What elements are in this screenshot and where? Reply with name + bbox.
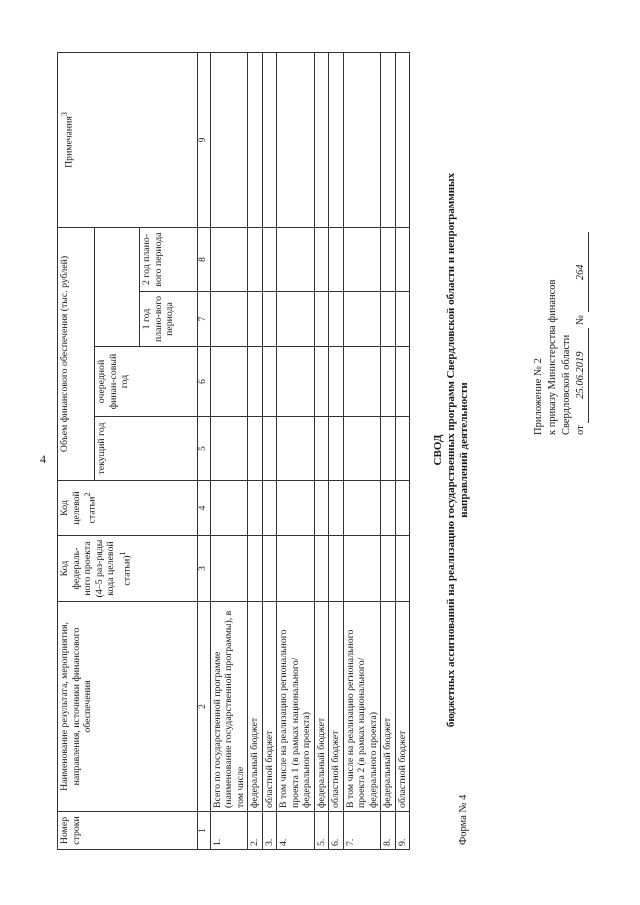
value-cell	[314, 227, 329, 291]
value-cell	[314, 536, 329, 602]
value-cell	[277, 347, 315, 417]
row-number: 5.	[314, 812, 329, 850]
value-cell	[262, 347, 277, 417]
handwritten-number: 264	[574, 232, 589, 312]
table-row	[381, 52, 396, 849]
table-row	[248, 52, 263, 849]
value-cell	[329, 52, 344, 227]
row-number: 8.	[381, 812, 396, 850]
title-line1: СВОД	[432, 434, 444, 466]
col-num-9: 9	[198, 52, 211, 227]
value-cell	[329, 292, 344, 347]
title-line2: бюджетных ассигнований на реализацию государственных программ Свердловской области и непрограммных	[445, 172, 457, 728]
table-row	[329, 52, 344, 849]
header-notes: Примечания$^3$	[58, 52, 198, 227]
value-cell	[343, 227, 381, 291]
table-body	[210, 52, 410, 849]
value-cell	[262, 417, 277, 481]
value-cell	[395, 227, 410, 291]
header-plan-year1: 1 год плано-вого периода	[140, 292, 198, 347]
row-number: 7.	[343, 812, 381, 850]
title-line3: направлений деятельности	[458, 382, 470, 518]
value-cell	[343, 536, 381, 602]
value-cell	[381, 481, 396, 536]
col-num-8: 8	[198, 227, 211, 291]
value-cell	[329, 536, 344, 602]
row-name: федеральный бюджет	[381, 602, 396, 812]
value-cell	[248, 227, 263, 291]
value-cell	[262, 481, 277, 536]
value-cell	[314, 417, 329, 481]
table-row	[262, 52, 277, 849]
value-cell	[395, 52, 410, 227]
value-cell	[329, 481, 344, 536]
value-cell	[210, 292, 248, 347]
row-name: областной бюджет	[395, 602, 410, 812]
value-cell	[381, 52, 396, 227]
value-cell	[343, 481, 381, 536]
value-cell	[381, 347, 396, 417]
value-cell	[262, 292, 277, 347]
table-row	[210, 52, 248, 849]
value-cell	[395, 347, 410, 417]
value-cell	[248, 417, 263, 481]
col-num-4: 4	[198, 481, 211, 536]
value-cell	[314, 52, 329, 227]
header-target-code: Код целевой статьи$^2$	[58, 481, 198, 536]
row-number: 2.	[248, 812, 263, 850]
col-num-5: 5	[198, 417, 211, 481]
value-cell	[395, 292, 410, 347]
page-number: 4	[40, 452, 46, 466]
value-cell	[381, 227, 396, 291]
row-number: 1.	[210, 812, 248, 850]
row-number: 3.	[262, 812, 277, 850]
header-row-number: Номер строки	[58, 812, 198, 850]
appendix-line3: Свердловской области	[561, 334, 572, 435]
row-number: 9.	[395, 812, 410, 850]
value-cell	[248, 292, 263, 347]
header-plan-year2: 2 год плано-вого периода	[140, 227, 198, 291]
appendix-line4	[574, 135, 589, 435]
appendix-line2: к приказу Министерства финансов	[547, 279, 558, 435]
value-cell	[381, 292, 396, 347]
value-cell	[262, 227, 277, 291]
summary-table	[57, 52, 410, 850]
date-prefix: от	[575, 425, 586, 435]
value-cell	[277, 292, 315, 347]
value-cell	[210, 52, 248, 227]
header-next-year: очередной финан-совый год	[95, 347, 198, 417]
value-cell	[343, 52, 381, 227]
row-number: 6.	[329, 812, 344, 850]
value-cell	[262, 536, 277, 602]
value-cell	[381, 536, 396, 602]
col-num-3: 3	[198, 536, 211, 602]
value-cell	[395, 536, 410, 602]
table-row	[343, 52, 381, 849]
col-num-6: 6	[198, 347, 211, 417]
value-cell	[277, 417, 315, 481]
value-cell	[277, 52, 315, 227]
value-cell	[248, 52, 263, 227]
table-row	[314, 52, 329, 849]
row-name: Всего по государственной программе (наименование государственной программы), в том числе	[210, 602, 248, 812]
row-name: федеральный бюджет	[248, 602, 263, 812]
row-number: 4.	[277, 812, 315, 850]
header-federal-project-code: Код федераль-ного проекта (4–5 раз-ряды кода целевой статьи)$^1$	[58, 536, 198, 602]
value-cell	[210, 347, 248, 417]
value-cell	[395, 481, 410, 536]
appendix-line1: Приложение № 2	[533, 358, 544, 435]
row-name: областной бюджет	[329, 602, 344, 812]
value-cell	[314, 347, 329, 417]
value-cell	[329, 347, 344, 417]
value-cell	[395, 417, 410, 481]
value-cell	[329, 227, 344, 291]
row-name: областной бюджет	[262, 602, 277, 812]
header-name: Наименование результата, мероприятия, направления, источники финансового обеспечения	[58, 602, 198, 812]
header-current-year: текущий год	[95, 417, 198, 481]
table-row	[277, 52, 315, 849]
column-number-row	[198, 52, 211, 849]
value-cell	[343, 347, 381, 417]
number-label: №	[575, 315, 586, 326]
value-cell	[262, 52, 277, 227]
header-volume: Объем финансового обеспечения (тыс. рублей)	[58, 227, 95, 480]
value-cell	[248, 347, 263, 417]
value-cell	[277, 227, 315, 291]
handwritten-date: 25.06.2019	[574, 328, 589, 423]
col-num-1: 1	[198, 812, 211, 850]
row-name: В том числе на реализацию регионального проекта 1 (в рамках национального/федерального проекта)	[277, 602, 315, 812]
value-cell	[277, 481, 315, 536]
value-cell	[381, 417, 396, 481]
value-cell	[277, 536, 315, 602]
value-cell	[314, 481, 329, 536]
form-label: Форма № 4	[458, 794, 469, 845]
appendix-block	[532, 135, 589, 435]
value-cell	[210, 417, 248, 481]
document-title	[432, 145, 471, 755]
value-cell	[314, 292, 329, 347]
value-cell	[343, 417, 381, 481]
value-cell	[210, 536, 248, 602]
value-cell	[248, 481, 263, 536]
value-cell	[329, 417, 344, 481]
value-cell	[210, 481, 248, 536]
value-cell	[210, 227, 248, 291]
row-name: В том числе на реализацию регионального проекта 2 (в рамках национального/федерального проекта)	[343, 602, 381, 812]
row-name: федеральный бюджет	[314, 602, 329, 812]
table-row	[395, 52, 410, 849]
value-cell	[248, 536, 263, 602]
value-cell	[343, 292, 381, 347]
col-num-7: 7	[198, 292, 211, 347]
col-num-2: 2	[198, 602, 211, 812]
